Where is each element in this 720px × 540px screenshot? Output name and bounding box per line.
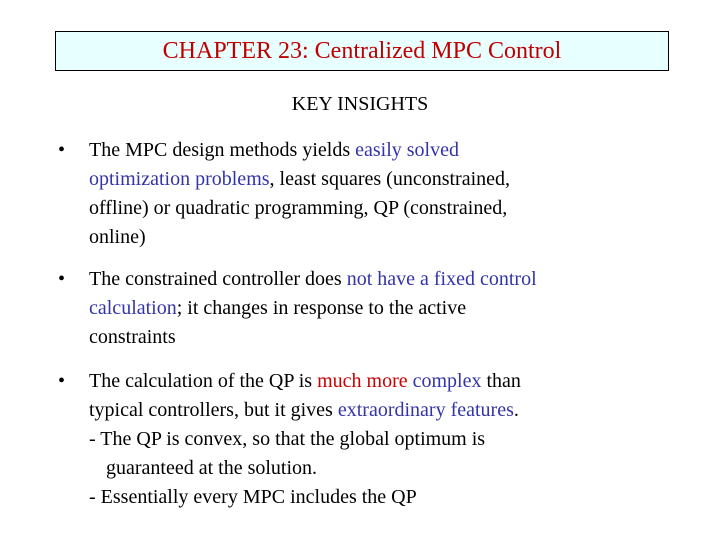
bullet-3-line-4: guaranteed at the solution. (106, 457, 318, 479)
highlight-run: extraordinary features (337, 399, 514, 421)
text-run: The constrained controller does (89, 268, 347, 290)
bullet-2 (58, 265, 688, 352)
highlight-run: complex (412, 370, 482, 392)
bullet-1-line-3: offline) or quadratic programming, QP (constrained, (89, 197, 508, 219)
bullet-2-line-2 (89, 294, 688, 323)
bullet-2-text (89, 265, 688, 352)
bullet-1-line-4: online) (89, 226, 146, 248)
slide-subtitle: KEY INSIGHTS (291, 93, 429, 115)
highlight-red-run: much more (317, 370, 408, 392)
bullet-2-line-3: constraints (89, 326, 176, 348)
bullet-3 (58, 367, 688, 512)
slide-title: CHAPTER 23: Centralized MPC Control (162, 38, 562, 64)
bullet-3-line-5: - Essentially every MPC includes the QP (89, 486, 417, 508)
highlight-run: easily solved (355, 139, 459, 161)
bullet-3-line-3: - The QP is convex, so that the global optimum is (89, 428, 486, 450)
bullet-1-line-1 (89, 136, 688, 165)
bullet-3-line-1 (89, 367, 688, 396)
text-run: typical controllers, but it gives (89, 399, 338, 421)
text-run: . (513, 399, 519, 421)
bullet-dot: • (58, 370, 66, 392)
bullet-2-line-1 (89, 265, 688, 294)
text-run: The MPC design methods yields (89, 139, 356, 161)
text-run: The calculation of the QP is (89, 370, 318, 392)
bullet-1 (58, 136, 688, 252)
text-run: , least squares (unconstrained, (269, 168, 511, 190)
bullet-dot: • (58, 268, 66, 290)
bullet-1-line-2 (89, 165, 688, 194)
text-run: ; it changes in response to the active (176, 297, 467, 319)
highlight-run: calculation (89, 297, 177, 319)
highlight-run: optimization problems (89, 168, 270, 190)
highlight-run: not have a fixed control (346, 268, 537, 290)
bullet-dot: • (58, 139, 66, 161)
text-run: than (481, 370, 521, 392)
bullet-1-text (89, 136, 688, 252)
bullet-3-line-2 (89, 396, 688, 425)
bullet-3-text (89, 367, 688, 512)
title-box (55, 31, 669, 71)
